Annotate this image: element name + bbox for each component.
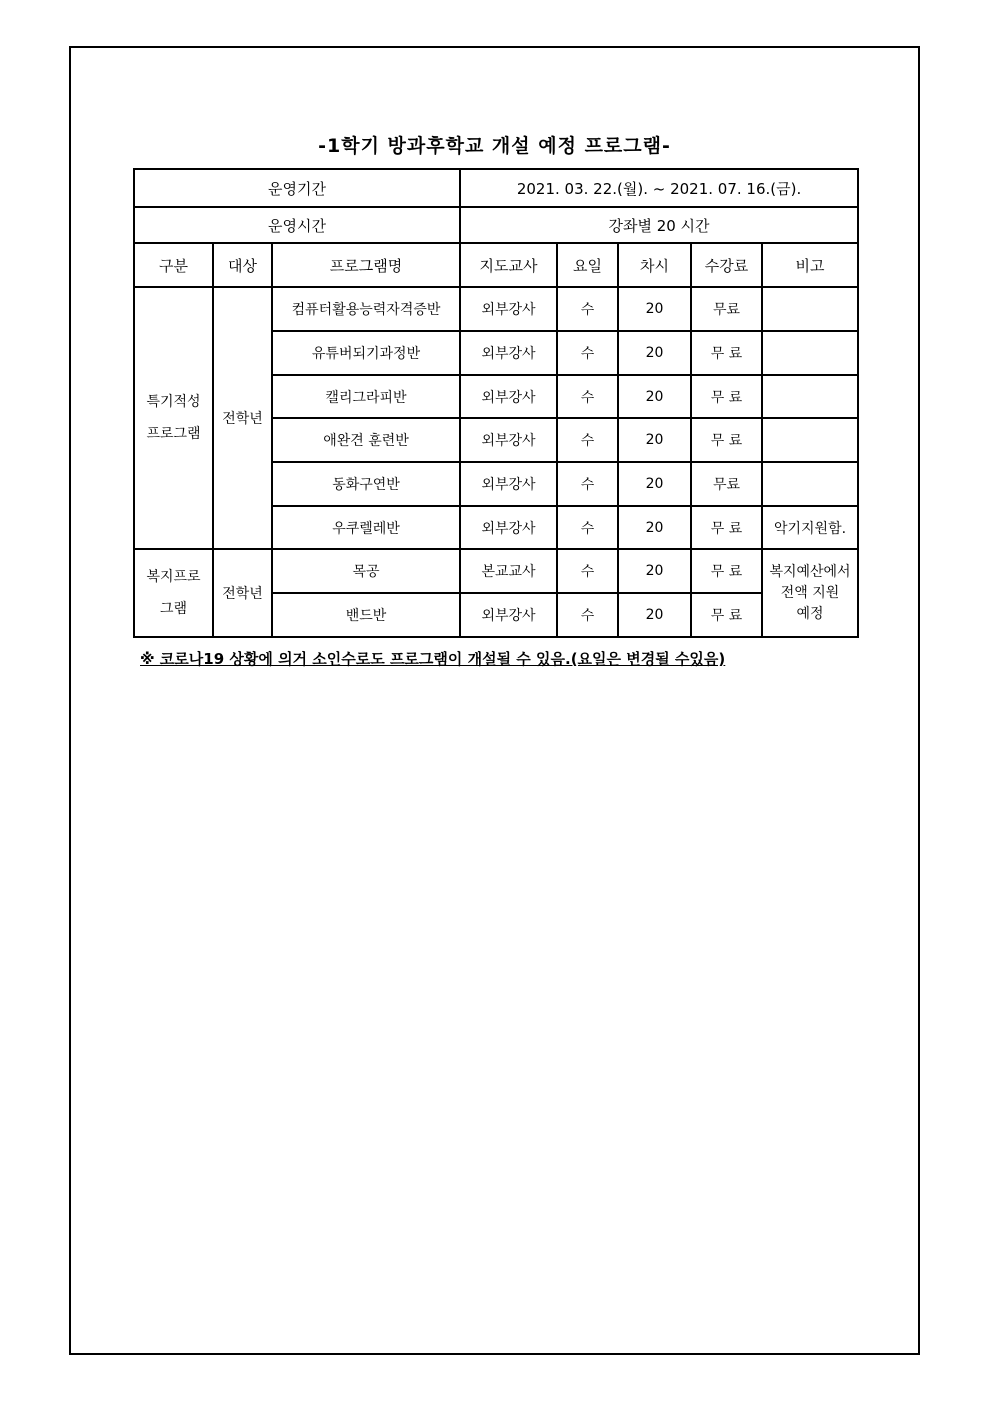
document-title: -1학기 방과후학교 개설 예정 프로그램-: [318, 135, 671, 157]
fee-cell: 무 료: [691, 593, 762, 637]
note-cell: [762, 287, 858, 331]
day-cell: 수: [557, 549, 618, 593]
note-cell: [762, 549, 858, 637]
header-day: 요일: [557, 243, 618, 287]
note-cell: [762, 331, 858, 375]
header-note: 비고: [762, 243, 858, 287]
fee-cell: 무료: [691, 462, 762, 506]
sessions-cell: 20: [618, 593, 691, 637]
target-cell: 전학년: [213, 287, 272, 549]
header-category: 구분: [134, 243, 213, 287]
note-line: 복지예산에서: [769, 563, 851, 580]
fee-cell: 무 료: [691, 375, 762, 418]
header-teacher: 지도교사: [460, 243, 557, 287]
program-name: 캘리그라피반: [272, 375, 460, 418]
hours-value: 강좌별 20 시간: [460, 207, 858, 243]
day-cell: 수: [557, 418, 618, 462]
sessions-cell: 20: [618, 287, 691, 331]
note-cell: [762, 375, 858, 418]
teacher-cell: 본교교사: [460, 549, 557, 593]
category-line2: 프로그램: [146, 426, 201, 442]
target-cell: 전학년: [213, 549, 272, 637]
day-cell: 수: [557, 462, 618, 506]
teacher-cell: 외부강사: [460, 287, 557, 331]
sessions-cell: 20: [618, 549, 691, 593]
sessions-cell: 20: [618, 331, 691, 375]
fee-cell: 무 료: [691, 549, 762, 593]
header-row: [134, 243, 858, 287]
period-value: 2021. 03. 22.(월). ~ 2021. 07. 16.(금).: [460, 169, 858, 207]
header-program: 프로그램명: [272, 243, 460, 287]
sessions-cell: 20: [618, 506, 691, 549]
teacher-cell: 외부강사: [460, 462, 557, 506]
note-line: 예정: [796, 605, 824, 622]
category-cell: [134, 549, 213, 637]
program-name: 애완견 훈련반: [272, 418, 460, 462]
day-cell: 수: [557, 331, 618, 375]
header-fee: 수강료: [691, 243, 762, 287]
category-line2: 그램: [159, 601, 188, 617]
teacher-cell: 외부강사: [460, 418, 557, 462]
day-cell: 수: [557, 375, 618, 418]
hours-label: 운영시간: [134, 207, 460, 243]
program-name: 밴드반: [272, 593, 460, 637]
header-target: 대상: [213, 243, 272, 287]
teacher-cell: 외부강사: [460, 593, 557, 637]
fee-cell: 무 료: [691, 506, 762, 549]
day-cell: 수: [557, 287, 618, 331]
teacher-cell: 외부강사: [460, 375, 557, 418]
fee-cell: 무 료: [691, 331, 762, 375]
program-name: 우쿠렐레반: [272, 506, 460, 549]
day-cell: 수: [557, 506, 618, 549]
fee-cell: 무료: [691, 287, 762, 331]
table-row: [134, 549, 858, 593]
program-table: [133, 168, 859, 638]
teacher-cell: 외부강사: [460, 331, 557, 375]
note-cell: [762, 462, 858, 506]
sessions-cell: 20: [618, 418, 691, 462]
program-name: 동화구연반: [272, 462, 460, 506]
category-line1: 복지프로: [146, 569, 201, 585]
hours-row: [134, 207, 858, 243]
program-name: 목공: [272, 549, 460, 593]
table-row: [134, 287, 858, 331]
program-name: 유튜버되기과정반: [272, 331, 460, 375]
sessions-cell: 20: [618, 462, 691, 506]
sessions-cell: 20: [618, 375, 691, 418]
teacher-cell: 외부강사: [460, 506, 557, 549]
note-line: 전액 지원: [780, 584, 840, 601]
note-cell: 악기지원함.: [762, 506, 858, 549]
period-label: 운영기간: [134, 169, 460, 207]
footnote: ※ 코로나19 상황에 의거 소인수로도 프로그램이 개설될 수 있음.(요일은 변경될 수있음): [140, 650, 726, 668]
category-line1: 특기적성: [146, 394, 201, 410]
program-name: 컴퓨터활용능력자격증반: [272, 287, 460, 331]
header-sessions: 차시: [618, 243, 691, 287]
day-cell: 수: [557, 593, 618, 637]
note-cell: [762, 418, 858, 462]
category-cell: [134, 287, 213, 549]
period-row: [134, 169, 858, 207]
fee-cell: 무 료: [691, 418, 762, 462]
